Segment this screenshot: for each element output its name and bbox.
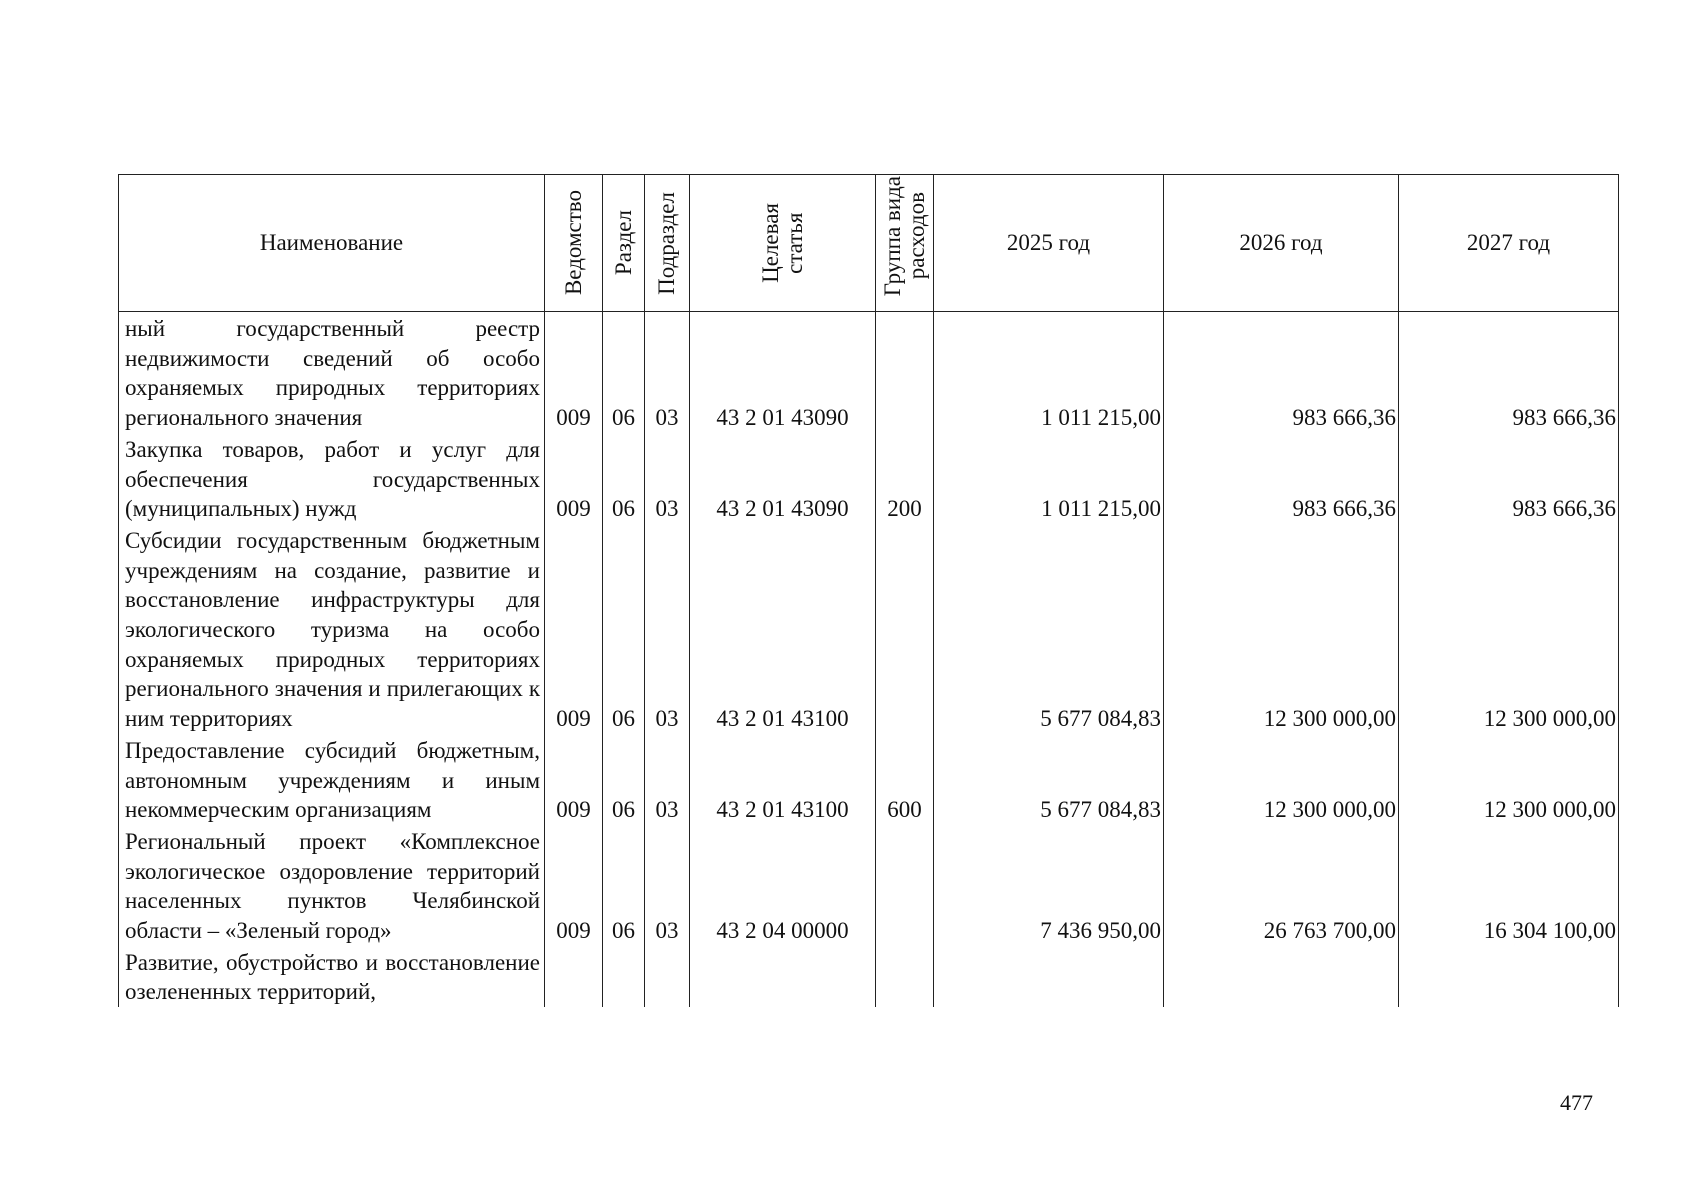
row-subsection bbox=[645, 946, 690, 1007]
row-expense-group bbox=[876, 825, 934, 946]
row-name: Субсидии государственным бюджетным учреждениям на создание, развитие и восстановление инфраструктуры для экологического туризма на особо охраняемых природных территориях регионального значения и прилегающих к ним территориях bbox=[119, 524, 545, 734]
row-department: 009 bbox=[545, 433, 603, 524]
row-name: Закупка товаров, работ и услуг для обеспечения государственных (муниципальных) нужд bbox=[119, 433, 545, 524]
row-name: Развитие, обустройство и восстановление озелененных территорий, bbox=[119, 946, 545, 1007]
header-year-2025: 2025 год bbox=[934, 175, 1164, 312]
row-year-2027: 12 300 000,00 bbox=[1399, 734, 1619, 825]
table-row bbox=[119, 433, 1619, 524]
row-section: 06 bbox=[603, 825, 645, 946]
row-subsection: 03 bbox=[645, 825, 690, 946]
header-department: Ведомство bbox=[545, 175, 603, 312]
row-section: 06 bbox=[603, 524, 645, 734]
row-expense-group: 200 bbox=[876, 433, 934, 524]
row-subsection: 03 bbox=[645, 433, 690, 524]
page-number: 477 bbox=[1560, 1090, 1593, 1115]
header-year-2026: 2026 год bbox=[1164, 175, 1399, 312]
row-department: 009 bbox=[545, 825, 603, 946]
row-expense-group: 600 bbox=[876, 734, 934, 825]
row-year-2027 bbox=[1399, 946, 1619, 1007]
header-subsection: Подраздел bbox=[645, 175, 690, 312]
row-subsection: 03 bbox=[645, 734, 690, 825]
header-target-article: Целевая статья bbox=[690, 175, 876, 312]
row-year-2026: 26 763 700,00 bbox=[1164, 825, 1399, 946]
row-expense-group bbox=[876, 312, 934, 433]
row-year-2025: 1 011 215,00 bbox=[934, 433, 1164, 524]
row-section: 06 bbox=[603, 433, 645, 524]
row-year-2027: 983 666,36 bbox=[1399, 433, 1619, 524]
row-section: 06 bbox=[603, 734, 645, 825]
row-expense-group bbox=[876, 946, 934, 1007]
row-department: 009 bbox=[545, 312, 603, 433]
row-year-2025: 1 011 215,00 bbox=[934, 312, 1164, 433]
table-header-row bbox=[119, 175, 1619, 312]
row-expense-group bbox=[876, 524, 934, 734]
table-row bbox=[119, 524, 1619, 734]
header-year-2027: 2027 год bbox=[1399, 175, 1619, 312]
row-year-2026: 12 300 000,00 bbox=[1164, 734, 1399, 825]
row-subsection: 03 bbox=[645, 524, 690, 734]
row-target-article: 43 2 01 43090 bbox=[690, 312, 876, 433]
row-target-article: 43 2 01 43100 bbox=[690, 524, 876, 734]
row-department bbox=[545, 946, 603, 1007]
table-row bbox=[119, 825, 1619, 946]
row-year-2026: 983 666,36 bbox=[1164, 433, 1399, 524]
row-name: Региональный проект «Комплексное экологическое оздоровление территорий населенных пунктов Челябинской области – «Зеленый город» bbox=[119, 825, 545, 946]
row-subsection: 03 bbox=[645, 312, 690, 433]
row-name: Предоставление субсидий бюджетным, автономным учреждениям и иным некоммерческим организациям bbox=[119, 734, 545, 825]
row-target-article: 43 2 04 00000 bbox=[690, 825, 876, 946]
row-year-2027: 983 666,36 bbox=[1399, 312, 1619, 433]
row-section: 06 bbox=[603, 312, 645, 433]
row-section bbox=[603, 946, 645, 1007]
row-year-2025: 5 677 084,83 bbox=[934, 734, 1164, 825]
row-department: 009 bbox=[545, 734, 603, 825]
row-year-2027: 12 300 000,00 bbox=[1399, 524, 1619, 734]
table-row bbox=[119, 734, 1619, 825]
header-name: Наименование bbox=[119, 175, 545, 312]
row-target-article bbox=[690, 946, 876, 1007]
header-section: Раздел bbox=[603, 175, 645, 312]
table-row bbox=[119, 946, 1619, 1007]
row-target-article: 43 2 01 43100 bbox=[690, 734, 876, 825]
table-row bbox=[119, 312, 1619, 433]
row-year-2026: 12 300 000,00 bbox=[1164, 524, 1399, 734]
header-expense-group: Группа вида расходов bbox=[876, 175, 934, 312]
row-year-2026 bbox=[1164, 946, 1399, 1007]
row-year-2026: 983 666,36 bbox=[1164, 312, 1399, 433]
row-year-2025 bbox=[934, 946, 1164, 1007]
row-year-2027: 16 304 100,00 bbox=[1399, 825, 1619, 946]
row-year-2025: 5 677 084,83 bbox=[934, 524, 1164, 734]
row-name: ный государственный реестр недвижимости сведений об особо охраняемых природных территориях регионального значения bbox=[119, 312, 545, 433]
row-department: 009 bbox=[545, 524, 603, 734]
budget-table bbox=[118, 174, 1619, 1007]
row-target-article: 43 2 01 43090 bbox=[690, 433, 876, 524]
row-year-2025: 7 436 950,00 bbox=[934, 825, 1164, 946]
